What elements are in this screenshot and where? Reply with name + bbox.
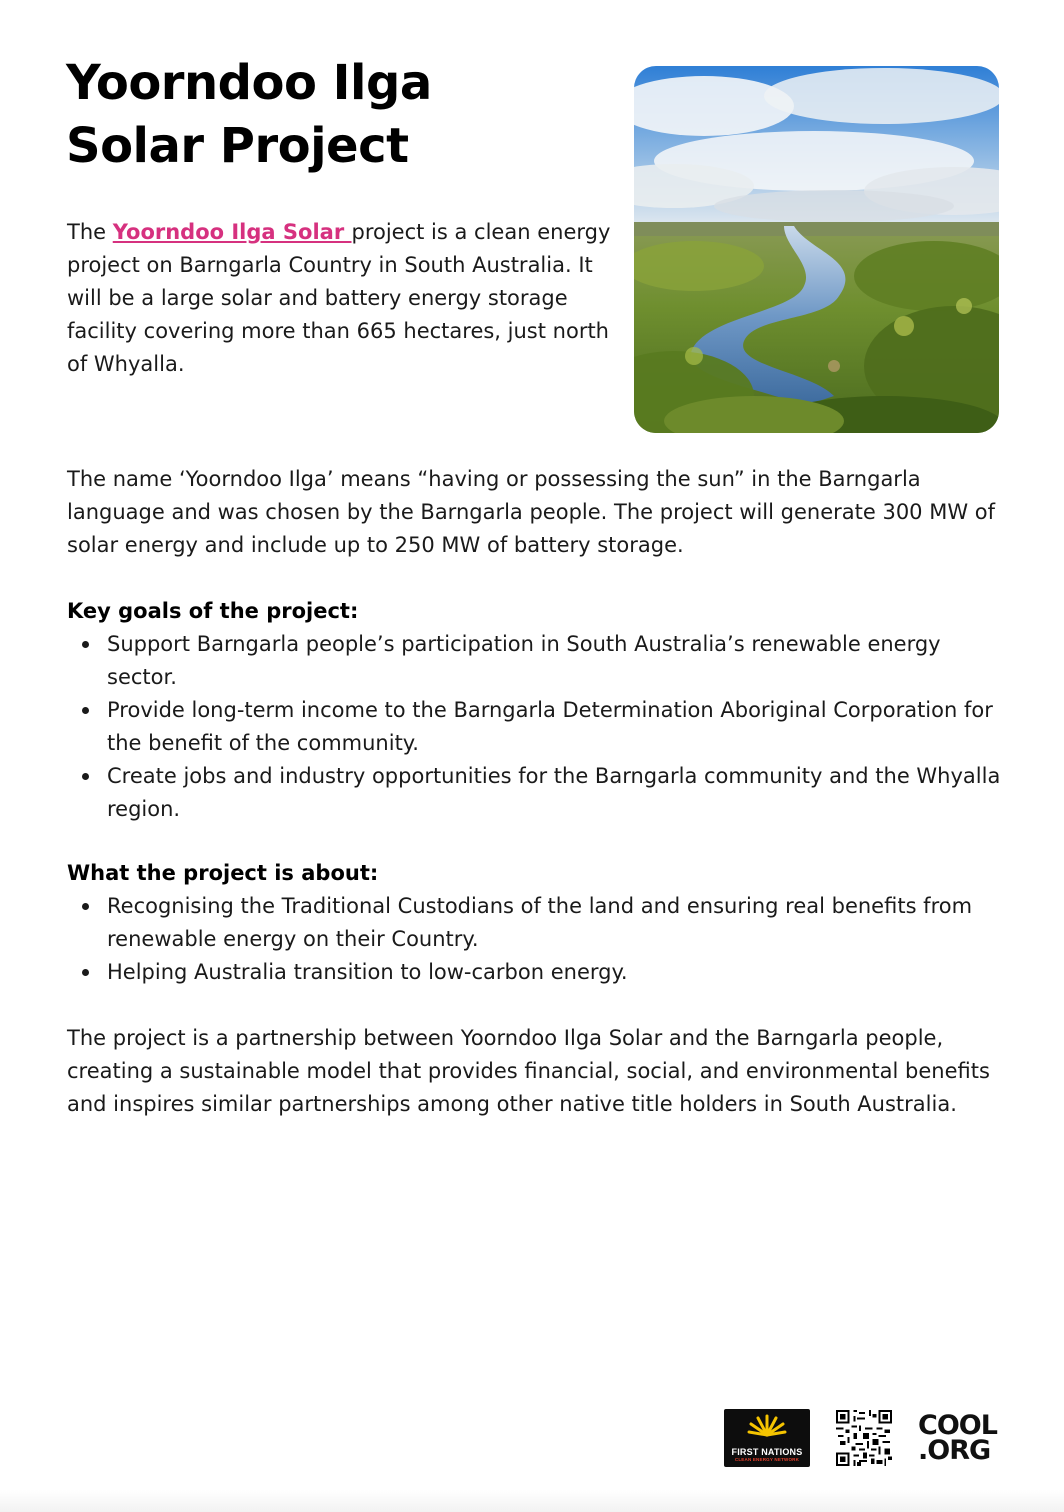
project-about-heading: What the project is about: [67,861,379,885]
creek-landscape-image [634,66,999,433]
page-title-line-2: Solar Project [66,118,409,174]
cool-logo-line-2: .ORG [918,1435,991,1466]
intro-body-text: project is a clean energy project on Barngarla Country in South Australia. It will be a large solar and battery energy storage facility covering more than 665 hectares, just north of Whyalla. [67,220,611,376]
footer-logos [724,1408,1000,1468]
page-title [66,52,606,178]
sun-rays-icon [747,1413,787,1439]
landscape-photo [634,66,999,433]
key-goals-heading: Key goals of the project: [67,599,359,623]
list-item: Support Barngarla people’s participation in South Australia’s renewable energy sector. [67,628,1002,694]
page-bottom-edge [0,1490,1064,1512]
project-about-list [67,890,1002,989]
partnership-paragraph: The project is a partnership between Yoorndoo Ilga Solar and the Barngarla people, creating a sustainable model that provides financial, social, and environmental benefits and inspires similar partnerships among other native title holders in South Australia. [67,1026,990,1116]
list-item: Helping Australia transition to low-carbon energy. [67,956,1002,989]
first-nations-title: FIRST NATIONS [731,1447,803,1457]
project-link[interactable]: Yoorndoo Ilga Solar [112,220,352,244]
page-title-line-1: Yoorndoo Ilga [66,55,432,111]
intro-lead-text: The [67,220,113,244]
list-item: Recognising the Traditional Custodians of the land and ensuring real benefits from renewable energy on their Country. [67,890,1002,956]
first-nations-logo[interactable] [724,1409,810,1467]
first-nations-subtitle: CLEAN ENERGY NETWORK [734,1457,800,1462]
key-goals-list [67,628,1002,826]
qr-code-icon[interactable] [836,1410,892,1466]
name-meaning-paragraph: The name ‘Yoorndoo Ilga’ means “having or possessing the sun” in the Barngarla language and was chosen by the Barngarla people. The project will generate 300 MW of solar energy and include up to 250 MW of battery storage. [67,467,996,557]
list-item: Provide long-term income to the Barngarla Determination Aboriginal Corporation for the benefit of the community. [67,694,1002,760]
intro-paragraph [67,216,612,381]
cool-org-logo[interactable] [918,1410,1000,1466]
cool-logo-line-1: COOL [918,1410,997,1441]
list-item: Create jobs and industry opportunities for the Barngarla community and the Whyalla region. [67,760,1002,826]
